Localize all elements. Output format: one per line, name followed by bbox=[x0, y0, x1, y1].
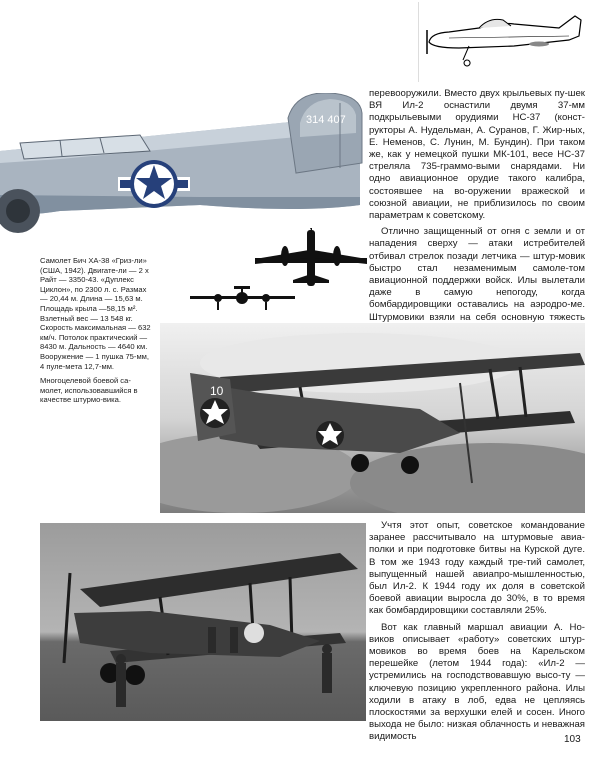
flying-biplane-photo bbox=[160, 323, 585, 513]
paragraph-rearmament: перевооружили. Вместо двух крыльевых пу-шек ВЯ Ил-2 оснастили двумя 37-мм подкрыльевыми орудиями НС-37 (конст-рукторы А. Нудельман, А. Суранов, Г. Жир-ных, Е. Неменов, С. Лунин, М. Бундин). При таком же, как у немецкой пушки МК-101, весе НС-37 стреляла 735-граммо-выми снарядами. Ни одно авиационное орудие такого калибра, состоявшее на во-оружении вражеской и союзной авиации, не приблизилось по своим параметрам к советскому. bbox=[369, 88, 585, 222]
tail-code: 314 407 bbox=[306, 114, 346, 126]
aircraft-spec-text: Самолет Бич ХА-38 «Гриз-ли» (США, 1942). Двигате-ли — 2 х Райт — 3350-43. «Дуплекс Циклон», по 2300 л. с. Размах — 20,44 м. Длина — 15,63 м. Площадь крыла —58,15 м². Взлетный вес — 13 548 кг. Скорость максимальная — 632 км/ч. Потолок практический — 8430 м. Дальность — 4640 км. Вооружение — 1 пушка 75-мм, 4 пуле-мета 12,7-мм. bbox=[40, 256, 151, 371]
bomber-illustration bbox=[0, 93, 368, 245]
paragraph-novikov-quote: Вот как главный маршал авиации А. Но-виков описывает «работу» советских штур-мовиков во время боев на Карельском перешейке (летом 1944 года): «Ил-2 — устремились на господствовавшую высо-ту — ключевую позицию укрепленного района. Илы ходили в атаку в лоб, едва не цепляясь плоскостями за верхушки елей и сосен. Иного выхода не было: низкая облачность и неважная видимость bbox=[369, 621, 585, 743]
front-view-silhouette bbox=[190, 286, 295, 312]
fighter-sketch bbox=[418, 2, 589, 82]
grounded-biplane-photo bbox=[40, 523, 366, 721]
paragraph-stalingrad: Отлично защищенный от огня с земли и от нападения сверху — атаки истребителей отбивал стрелок позади летчика — штур-мовик быстро стал незаменимым самоле-том авиационной поддержки войск. Илы вылетали даже в самую непогоду, когда бомбардировщики оставались на аэродро-ме. Штурмовики взяли на себя основную тяжесть bbox=[369, 226, 585, 323]
aircraft-role-text: Многоцелевой боевой са-молет, использовавшийся в качестве штурмо-вика. bbox=[40, 376, 138, 405]
paragraph-kursk: Учтя этот опыт, советское командование заранее рассчитывало на штурмовые авиа-полки и при подготовке битвы на Курской дуге. В том же 1943 году каждый тре-тий самолет, выпущенный нашей авиапро-мышленностью, был Ил-2. К 1944 году их доля в советской боевой авиации выросла до 30%, в то время как бомбардировщики составляли 25%. bbox=[369, 520, 585, 617]
biplane-marking: 10 bbox=[210, 384, 224, 398]
aircraft-caption bbox=[40, 256, 152, 410]
article-text-top bbox=[369, 88, 585, 352]
plan-view-silhouette bbox=[255, 228, 367, 288]
page-number: 103 bbox=[564, 734, 581, 745]
article-text-bottom bbox=[369, 520, 585, 748]
